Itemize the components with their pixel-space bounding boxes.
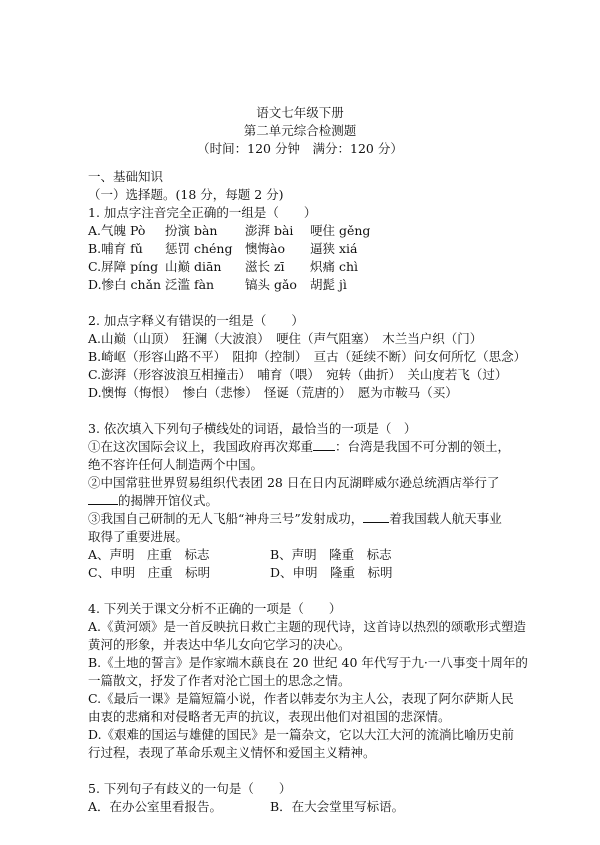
q1-c-4: 炽痛 chì (310, 259, 359, 274)
q5-stem: 5. 下列句子有歧义的一句是（ ） (88, 781, 292, 796)
time-score: （时间：120 分钟 满分：120 分） (197, 141, 403, 156)
q1-d-3: 镐头 gǎo (245, 277, 297, 292)
q2-option-d: D.懊悔（悔恨） 惨白（悲惨） 怪诞（荒唐的） 愿为市鞍马（买） (88, 385, 458, 400)
q3-s1-part1: ①在这次国际会议上，我国政府再次郑重 (88, 439, 314, 454)
q3-s2-continued (88, 492, 588, 510)
q1-b-4: 逼狭 xiá (310, 241, 358, 256)
q3-stem: 3. 依次填入下列句子横线处的词语，最恰当的一项是（ ） (88, 421, 417, 436)
q1-b-1: B.哺育 fǔ (88, 241, 143, 256)
q2-option-b: B.崎岖（形容山路不平） 阻抑（控制） 亘古（延续不断）问女何所忆（思念） (88, 349, 527, 364)
q3-sentence-2: ②中国常驻世界贸易组织代表团 28 日在日内瓦湖畔威尔逊总统酒店举行了 (88, 475, 500, 490)
q4-option-d: D.《艰难的国运与雄健的国民》是一篇杂文，它以大江大河的流淌比喻历史前 (88, 727, 515, 742)
section-heading: 一、基础知识 (88, 169, 164, 184)
q1-d-2: 泛滥 fàn (165, 277, 215, 292)
q1-b-2: 惩罚 chéng (165, 241, 233, 256)
q3-option-a: A、声明 庄重 标志 (88, 547, 210, 562)
q1-a-4: 哽住 gěng (310, 223, 371, 238)
q3-sentence-1 (88, 438, 588, 456)
q3-option-c: C、申明 庄重 标明 (88, 565, 211, 580)
q3-s3-part1: ③我国自己研制的无人飞船“神舟三号”发射成功， (88, 511, 364, 526)
q3-s3-part2: 着我国载人航天事业 (389, 511, 502, 526)
unit-title: 第二单元综合检测题 (243, 123, 357, 138)
q3-blank-2 (88, 492, 118, 505)
q3-s2-part2: 的揭牌开馆仪式。 (118, 493, 219, 508)
book-title: 语文七年级下册 (256, 105, 344, 120)
q3-s3-continued: 取得了重要进展。 (88, 529, 189, 544)
q1-stem: 1. 加点字注音完全正确的一组是（ ） (88, 205, 317, 220)
q1-c-3: 滋长 zī (245, 259, 285, 274)
q4-option-d-cont: 行过程，表现了革命乐观主义情怀和爱国主义精神。 (88, 745, 376, 760)
q4-option-a: A.《黄河颂》是一首反映抗日救亡主题的现代诗，这首诗以热烈的颂歌形式塑造 (88, 619, 527, 634)
q3-blank-3 (363, 510, 389, 523)
q1-a-2: 扮演 bàn (165, 223, 218, 238)
q3-option-b: B、声明 隆重 标志 (270, 547, 392, 562)
q4-option-c-cont: 由衷的悲痛和对侵略者无声的抗议，表现出他们对祖国的悲深情。 (88, 709, 451, 724)
q3-s1-part2: ：台湾是我国不可分割的领土， (335, 439, 511, 454)
q1-b-3: 懊悔ào (245, 241, 285, 256)
q4-option-b: B.《土地的誓言》是作家端木蕻良在 20 世纪 40 年代写于九·一八事变十周年的 (88, 655, 528, 670)
q3-blank-1 (313, 438, 335, 451)
q4-stem: 4. 下列关于课文分析不正确的一项是（ ） (88, 601, 342, 616)
q1-c-2: 山巅 diān (165, 259, 222, 274)
q2-option-a: A.山巅（山顶） 狂澜（大波浪） 哽住（声气阻塞） 木兰当户织（门） (88, 331, 483, 346)
q4-option-b-cont: 一篇散文，抒发了作者对沦亡国土的思念之情。 (88, 673, 351, 688)
q2-stem: 2. 加点字释义有错误的一组是（ ） (88, 313, 304, 328)
q3-s1-continued: 绝不容许任何人制造两个中国。 (88, 457, 264, 472)
q3-option-d: D、申明 隆重 标明 (270, 565, 393, 580)
q4-option-c: C.《最后一课》是篇短篇小说，作者以韩麦尔为主人公，表现了阿尔萨斯人民 (88, 691, 514, 706)
q1-a-1: A.气魄 Pò (88, 223, 146, 238)
q3-sentence-3 (88, 510, 588, 528)
q4-option-a-cont: 黄河的形象，并表达中华儿女向它学习的决心。 (88, 637, 351, 652)
q1-a-3: 澎湃 bài (245, 223, 294, 238)
q2-option-c: C.澎湃（形容波浪互相撞击） 哺育（喂） 宛转（曲折） 关山度若飞（过） (88, 367, 508, 382)
section-subheading: （一）选择题。(18 分，每题 2 分) (88, 187, 284, 202)
q1-d-1: D.惨白 chǎn (88, 277, 162, 292)
q1-c-1: C.屏障 píng (88, 259, 159, 274)
q1-d-4: 胡髭 jì (310, 277, 347, 292)
q5-option-b: B．在大会堂里写标语。 (270, 799, 405, 814)
q5-option-a: A．在办公室里看报告。 (88, 799, 223, 814)
